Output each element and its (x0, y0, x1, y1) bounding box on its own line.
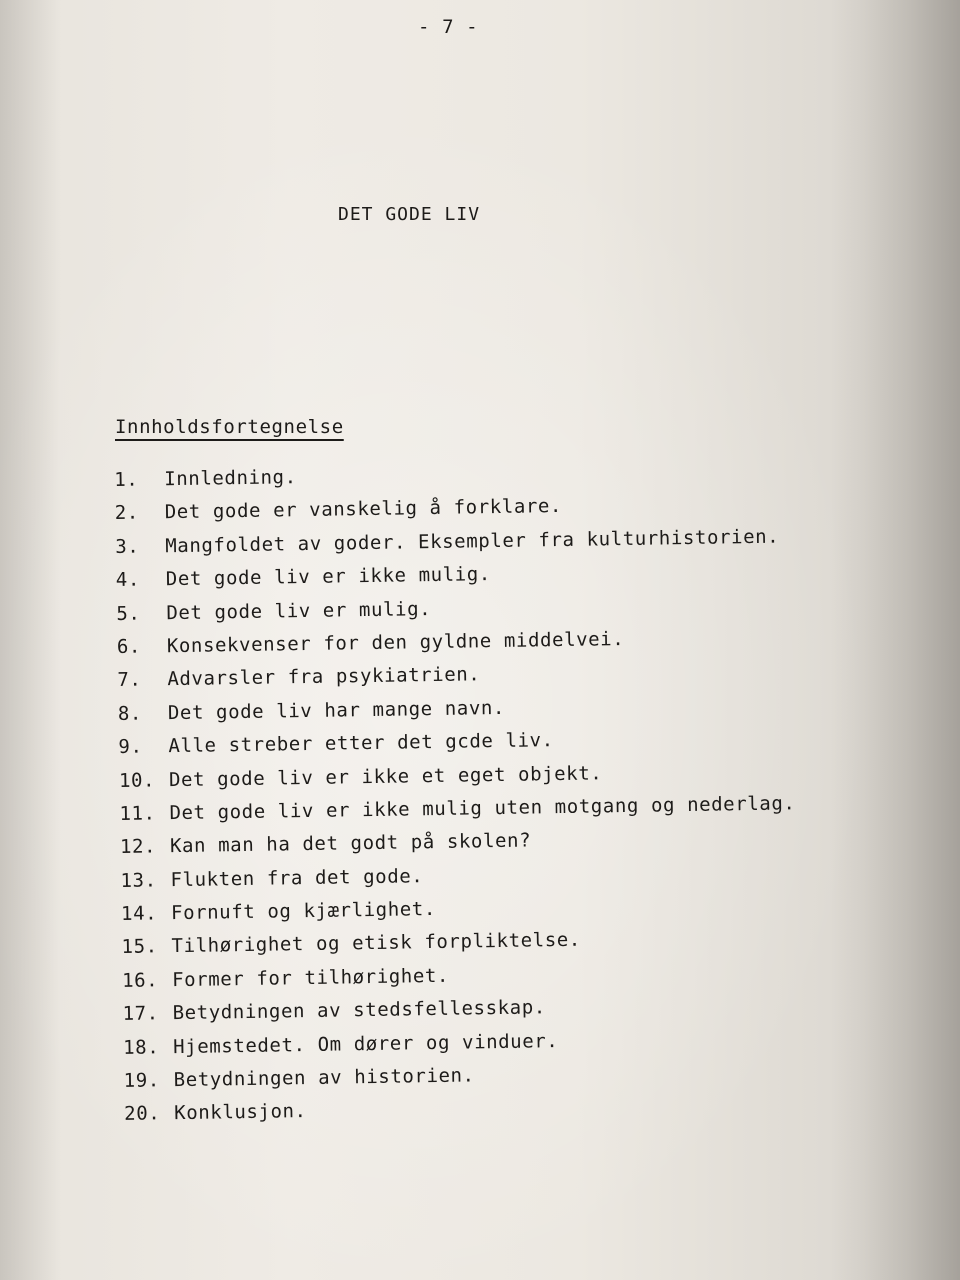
toc-item-number: 7. (117, 668, 142, 692)
toc-item-number: 18. (122, 1036, 160, 1059)
toc-item-number: 19. (123, 1069, 160, 1092)
toc-item-text: Fornuft og kjærlighet. (170, 898, 437, 925)
page-shadow-left (0, 0, 60, 1280)
toc-item-number: 3. (115, 535, 140, 558)
toc-item-text: Mangfoldet av goder. Eksempler fra kulturhistorien. (165, 525, 780, 557)
toc-item-number: 1. (114, 468, 139, 491)
toc-item-number: 4. (115, 568, 141, 592)
toc-item-text: Kan man ha det godt på skolen? (169, 829, 532, 858)
toc-item-number: 12. (119, 835, 157, 859)
toc-item-text: Flukten fra det gode. (170, 864, 424, 891)
toc-item-text: Det gode liv er ikke mulig. (165, 563, 492, 591)
toc-item-text: Tilhørighet og etisk forpliktelse. (171, 929, 582, 958)
toc-item-text: Alle streber etter det gcde liv. (168, 729, 554, 758)
toc-item-number: 6. (116, 635, 142, 658)
toc-item-text: Innledning. (164, 466, 297, 491)
toc-item-number: 14. (120, 902, 158, 926)
toc-item-text: Det gode liv er ikke et eget objekt. (168, 761, 603, 791)
toc-item-text: Det gode liv har mange navn. (167, 696, 506, 724)
document-title: DET GODE LIV (338, 204, 481, 225)
toc-item-number: 13. (120, 869, 157, 892)
toc-item-number: 15. (121, 935, 158, 959)
toc-item-number: 9. (118, 735, 143, 759)
toc-item-text: Betydningen av historien. (173, 1064, 475, 1092)
toc-item-text: Det gode liv er mulig. (166, 597, 432, 624)
toc-item-number: 11. (119, 802, 156, 825)
toc-item-number: 5. (116, 602, 141, 625)
toc-item-text: Advarsler fra psykiatrien. (167, 663, 481, 691)
toc-item-number: 2. (114, 502, 140, 525)
toc-heading: Innholdsfortegnelse (115, 416, 344, 438)
toc-item-text: Hjemstedet. Om dører og vinduer. (172, 1029, 559, 1058)
toc-item-number: 17. (122, 1002, 159, 1026)
toc-item-text: Konsekvenser for den gyldne middelvei. (166, 627, 625, 658)
toc-item-number: 10. (118, 768, 156, 792)
toc-item-text: Betydningen av stedsfellesskap. (172, 996, 546, 1025)
table-of-contents (114, 452, 904, 1132)
toc-item-number: 8. (117, 702, 143, 725)
toc-item-number: 20. (124, 1102, 161, 1126)
toc-item-text: Det gode liv er ikke mulig uten motgang og nederlag. (169, 792, 796, 825)
toc-item-number: 16. (121, 969, 159, 992)
toc-item-text: Konklusjon. (174, 1100, 307, 1125)
page-number: - 7 - (418, 16, 479, 38)
toc-item-text: Det gode er vanskelig å forklare. (164, 495, 563, 524)
toc-item-text: Former for tilhørighet. (171, 964, 450, 992)
